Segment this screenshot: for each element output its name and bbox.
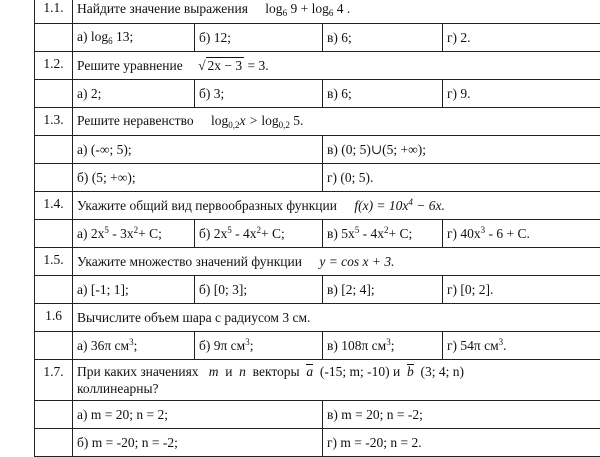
answers-row bbox=[35, 164, 600, 192]
answer-option[interactable]: г) $40x^3 - 6 + C$. bbox=[443, 220, 600, 248]
answer-option[interactable]: г) 2. bbox=[443, 24, 600, 52]
answers-row bbox=[35, 24, 600, 52]
question-text: При каких значениях m и n векторы a (-15; m; -10) и b (3; 4; n) коллинеарны? bbox=[73, 360, 600, 401]
answer-option[interactable]: в) m = 20; n = -2; bbox=[323, 401, 600, 429]
answer-option[interactable]: г) [0; 2]. bbox=[443, 276, 600, 304]
answer-option[interactable]: в) $5x^5 - 4x^2+ C$; bbox=[323, 220, 443, 248]
answer-option[interactable]: г) 54π $см^3$. bbox=[443, 332, 600, 360]
question-row bbox=[35, 108, 600, 136]
question-number: 1.6 bbox=[35, 304, 73, 332]
answer-option[interactable]: в) (0; 5)∪(5; +∞); bbox=[323, 136, 600, 164]
question-number: 1.1. bbox=[35, 0, 73, 24]
vector-a: a bbox=[306, 363, 313, 380]
question-text: Укажите общий вид первообразных функции $f(x) = 10x^4 - 6x$. bbox=[73, 192, 600, 220]
answer-option[interactable]: б) 9π $см^3$; bbox=[195, 332, 323, 360]
question-text: Решите неравенство $\log_{0,2}x > \log_{0,2} 5$. bbox=[73, 108, 600, 136]
answer-option[interactable]: г) 9. bbox=[443, 80, 600, 108]
question-row bbox=[35, 52, 600, 80]
answer-option[interactable]: б) $2x^5 - 4x^2+ C$; bbox=[195, 220, 323, 248]
question-number: 1.5. bbox=[35, 248, 73, 276]
answer-option[interactable]: б) (5; +∞); bbox=[73, 164, 323, 192]
answers-row bbox=[35, 401, 600, 429]
answer-option[interactable]: а) [-1; 1]; bbox=[73, 276, 195, 304]
answer-option[interactable]: б) 12; bbox=[195, 24, 323, 52]
answer-option[interactable]: а) (-∞; 5); bbox=[73, 136, 323, 164]
sqrt-expression: √ 2x − 3 bbox=[198, 58, 244, 74]
answer-option[interactable]: а) $2x^5 - 3x^2+ C$; bbox=[73, 220, 195, 248]
answers-row bbox=[35, 332, 600, 360]
question-row bbox=[35, 248, 600, 276]
answer-option[interactable]: б) 3; bbox=[195, 80, 323, 108]
question-number: 1.4. bbox=[35, 192, 73, 220]
question-text: Укажите множество значений функции y = cos x + 3. bbox=[73, 248, 600, 276]
question-number: 1.7. bbox=[35, 360, 73, 401]
answers-row bbox=[35, 220, 600, 248]
answers-row bbox=[35, 276, 600, 304]
answer-option[interactable]: а) m = 20; n = 2; bbox=[73, 401, 323, 429]
vector-b: b bbox=[407, 363, 414, 380]
answer-option[interactable]: а) 36π $см^3$; bbox=[73, 332, 195, 360]
answer-option[interactable]: в) 108π $см^3$; bbox=[323, 332, 443, 360]
answers-row bbox=[35, 429, 600, 457]
question-text: Вычислите объем шара с радиусом 3 см. bbox=[73, 304, 600, 332]
answer-option[interactable]: г) m = -20; n = 2. bbox=[323, 429, 600, 457]
answer-option[interactable]: б) [0; 3]; bbox=[195, 276, 323, 304]
answer-option[interactable]: б) m = -20; n = -2; bbox=[73, 429, 323, 457]
question-row bbox=[35, 192, 600, 220]
answer-option[interactable]: а) $\log_6 13$; bbox=[73, 24, 195, 52]
question-row bbox=[35, 304, 600, 332]
answers-row bbox=[35, 80, 600, 108]
answer-option[interactable]: в) 6; bbox=[323, 24, 443, 52]
question-row bbox=[35, 360, 600, 401]
question-text: Решите уравнение √ 2x − 3 = 3. bbox=[73, 52, 600, 80]
question-row bbox=[35, 0, 600, 24]
answer-option[interactable]: в) [2; 4]; bbox=[323, 276, 443, 304]
answers-row bbox=[35, 136, 600, 164]
answer-option[interactable]: г) (0; 5). bbox=[323, 164, 600, 192]
question-number: 1.3. bbox=[35, 108, 73, 136]
test-table bbox=[34, 0, 600, 457]
answer-option[interactable]: а) 2; bbox=[73, 80, 195, 108]
answer-option[interactable]: в) 6; bbox=[323, 80, 443, 108]
question-text: Найдите значение выражения $\log_6 9 + \log_6 4$ . bbox=[73, 0, 600, 24]
question-number: 1.2. bbox=[35, 52, 73, 80]
